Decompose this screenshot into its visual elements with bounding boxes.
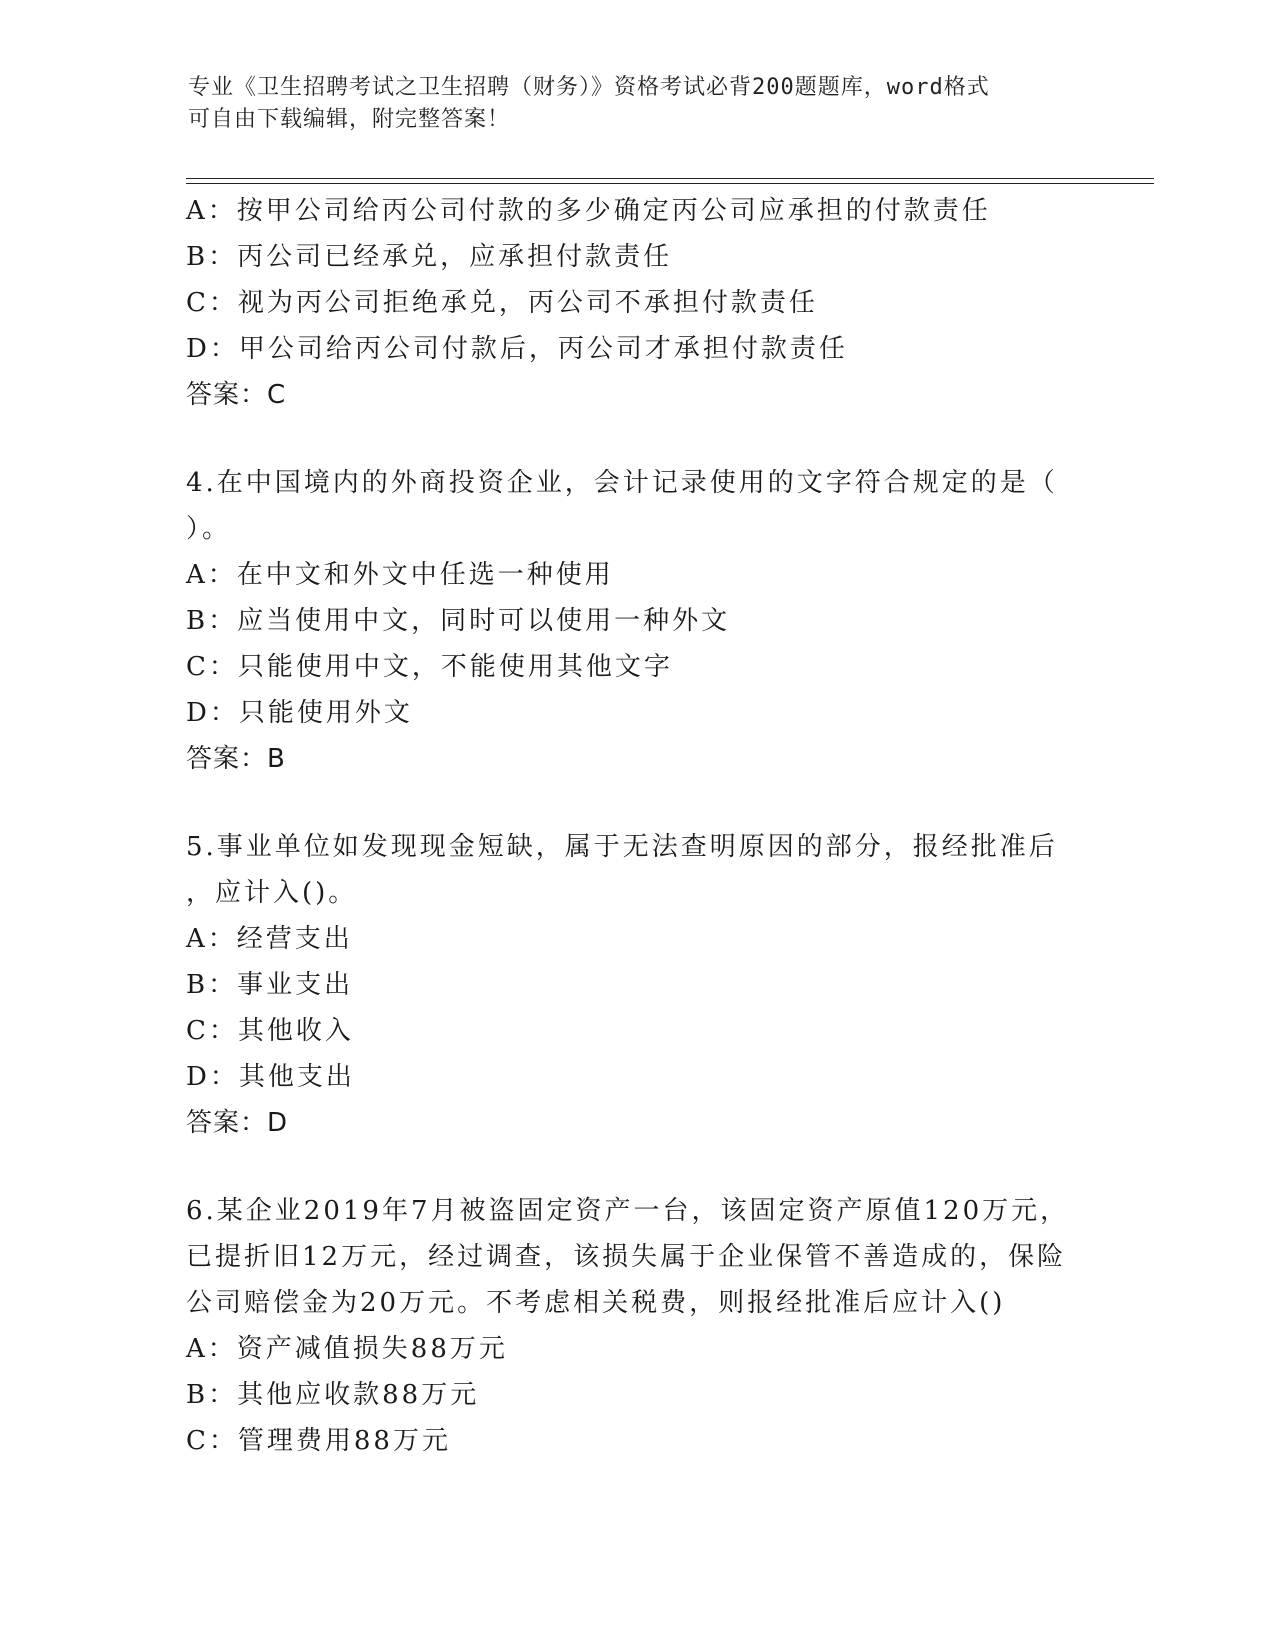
option-d: D：只能使用外文 [186, 698, 413, 728]
option-c: C：其他收入 [186, 1016, 354, 1046]
answer: 答案：C [186, 380, 287, 410]
question-stem-line-2: ，应计入()。 [186, 878, 358, 908]
answer: 答案：D [186, 1108, 289, 1138]
question-stem-line-3: 公司赔偿金为20万元。不考虑相关税费，则报经批准后应计入() [186, 1288, 1006, 1318]
document-header [188, 72, 1068, 136]
question-3 [186, 188, 1086, 418]
answer: 答案：B [186, 744, 286, 774]
spacer [186, 418, 1086, 460]
question-stem-line-2: 已提折旧12万元，经过调查，该损失属于企业保管不善造成的，保险 [186, 1242, 1067, 1272]
option-b: B：应当使用中文，同时可以使用一种外文 [186, 606, 731, 636]
header-divider-top [186, 178, 1154, 179]
option-a: A：按甲公司给丙公司付款的多少确定丙公司应承担的付款责任 [186, 196, 991, 226]
question-content [186, 188, 1086, 1464]
question-4 [186, 460, 1086, 782]
option-a: A：在中文和外文中任选一种使用 [186, 560, 614, 590]
question-stem-line-2: ）。 [186, 514, 232, 544]
spacer [186, 1146, 1086, 1188]
option-b: B：事业支出 [186, 970, 354, 1000]
spacer [186, 782, 1086, 824]
option-d: D：其他支出 [186, 1062, 355, 1092]
option-c: C：只能使用中文，不能使用其他文字 [186, 652, 673, 682]
option-b: B：其他应收款88万元 [186, 1380, 480, 1410]
question-6 [186, 1188, 1086, 1464]
option-c: C：管理费用88万元 [186, 1426, 451, 1456]
header-divider-bottom [186, 183, 1154, 184]
header-line-2: 可自由下载编辑，附完整答案！ [188, 107, 511, 132]
option-d: D：甲公司给丙公司付款后，丙公司才承担付款责任 [186, 334, 848, 364]
option-a: A：资产减值损失88万元 [186, 1334, 508, 1364]
question-stem-line-1: 5.事业单位如发现现金短缺，属于无法查明原因的部分，报经批准后 [186, 832, 1058, 862]
option-b: B：丙公司已经承兑，应承担付款责任 [186, 242, 673, 272]
question-stem-line-1: 6.某企业2019年7月被盗固定资产一台，该固定资产原值120万元， [186, 1196, 1070, 1226]
option-c: C：视为丙公司拒绝承兑，丙公司不承担付款责任 [186, 288, 818, 318]
question-stem-line-1: 4.在中国境内的外商投资企业，会计记录使用的文字符合规定的是（ [186, 468, 1058, 498]
header-line-1: 专业《卫生招聘考试之卫生招聘（财务）》资格考试必背200题题库，word格式 [188, 75, 990, 100]
option-a: A：经营支出 [186, 924, 353, 954]
question-5 [186, 824, 1086, 1146]
